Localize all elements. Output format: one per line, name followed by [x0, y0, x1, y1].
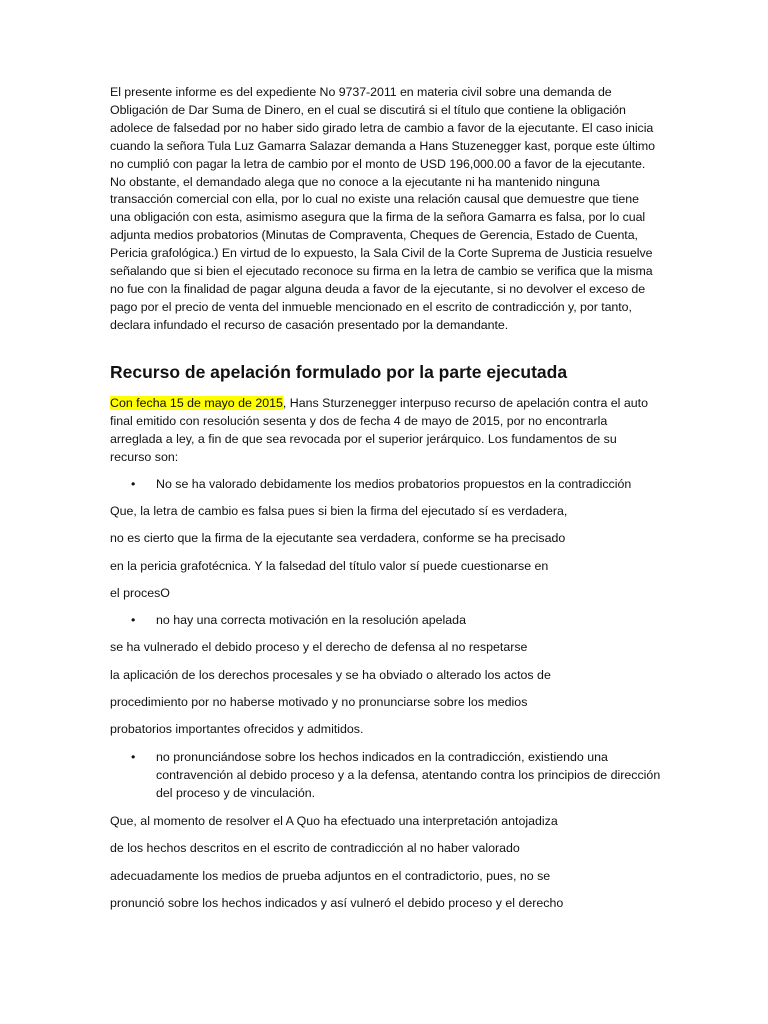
text-line: en la pericia grafotécnica. Y la falsedad del título valor sí puede cuestionarse en [110, 559, 549, 573]
text-line: probatorios importantes ofrecidos y admitidos. [110, 722, 364, 736]
bullet-item-3 [110, 749, 670, 803]
appeal-paragraph [110, 395, 655, 467]
bullet-text: No se ha valorado debidamente los medios probatorios propuestos en la contradicción [156, 477, 632, 491]
text-line: se ha vulnerado el debido proceso y el derecho de defensa al no respetarse [110, 640, 528, 654]
text-line: Que, la letra de cambio es falsa pues si bien la firma del ejecutado sí es verdadera, [110, 504, 568, 518]
bullet-text: no hay una correcta motivación en la resolución apelada [156, 613, 466, 627]
text-line: pronunció sobre los hechos indicados y así vulneró el debido proceso y el derecho [110, 896, 564, 910]
bullet-item-2 [110, 612, 670, 630]
intro-paragraph: El presente informe es del expediente No 9737-2011 en materia civil sobre una demanda de Obligación de Dar Suma de Dinero, en el cual se discutirá si el título que contiene la obligación adolece de falsedad por no haber sido girado letra de cambio a favor de la ejecutante. El caso inicia cuando la señora Tula Luz Gamarra Salazar demanda a Hans Stuzenegger kast, porque este último no cumplió con pagar la letra de cambio por el monto de USD 196,000.00 a favor de la ejecutante. No obstante, el demandado alega que no conoce a la ejecutante ni ha mantenido ninguna transacción comercial con ella, por lo cual no existe una relación causal que demuestre que tiene una obligación con esta, asimismo asegura que la firma de la señora Gamarra es falsa, por lo cual adjunta medios probatorios (Minutas de Compraventa, Cheques de Gerencia, Estado de Cuenta, Pericia grafológica.) En virtud de lo expuesto, la Sala Civil de la Corte Suprema de Justicia resuelve señalando que si bien el ejecutado reconoce su firma en la letra de cambio se verifica que la misma no fue con la finalidad de pagar alguna deuda a favor de la ejecutante, si no devolver el exceso de pago por el precio de venta del inmueble mencionado en el escrito de contradicción y, por tanto, declara infundado el recurso de casación presentado por la demandante. [110, 85, 655, 332]
text-line: el procesO [110, 586, 170, 600]
bullet-icon: • [131, 613, 136, 627]
highlighted-date: Con fecha 15 de mayo de 2015 [110, 396, 283, 410]
text-line: adecuadamente los medios de prueba adjuntos en el contradictorio, pues, no se [110, 869, 551, 883]
bullet-icon: • [131, 477, 136, 491]
text-line: la aplicación de los derechos procesales y se ha obviado o alterado los actos de [110, 668, 551, 682]
appeal-text: , Hans Sturzenegger interpuso recurso de apelación contra el auto final emitido con resolución sesenta y dos de fecha 4 de mayo de 2015, por no encontrarla arreglada a ley, a fin de que sea revocada por el superior jerárquico. Los fundamentos de su recurso son: [110, 396, 648, 464]
bullet-text: no pronunciándose sobre los hechos indicados en la contradicción, existiendo una contravención al debido proceso y a la defensa, atentando contra los principios de dirección del proceso y de vinculación. [156, 750, 661, 800]
section-heading: Recurso de apelación formulado por la parte ejecutada [110, 362, 568, 382]
bullet-item-1 [110, 476, 670, 494]
text-line: no es cierto que la firma de la ejecutante sea verdadera, conforme se ha precisado [110, 531, 566, 545]
text-line: de los hechos descritos en el escrito de contradicción al no haber valorado [110, 841, 520, 855]
text-line: procedimiento por no haberse motivado y no pronunciarse sobre los medios [110, 695, 528, 709]
text-line: Que, al momento de resolver el A Quo ha efectuado una interpretación antojadiza [110, 814, 558, 828]
bullet-icon: • [131, 750, 136, 764]
